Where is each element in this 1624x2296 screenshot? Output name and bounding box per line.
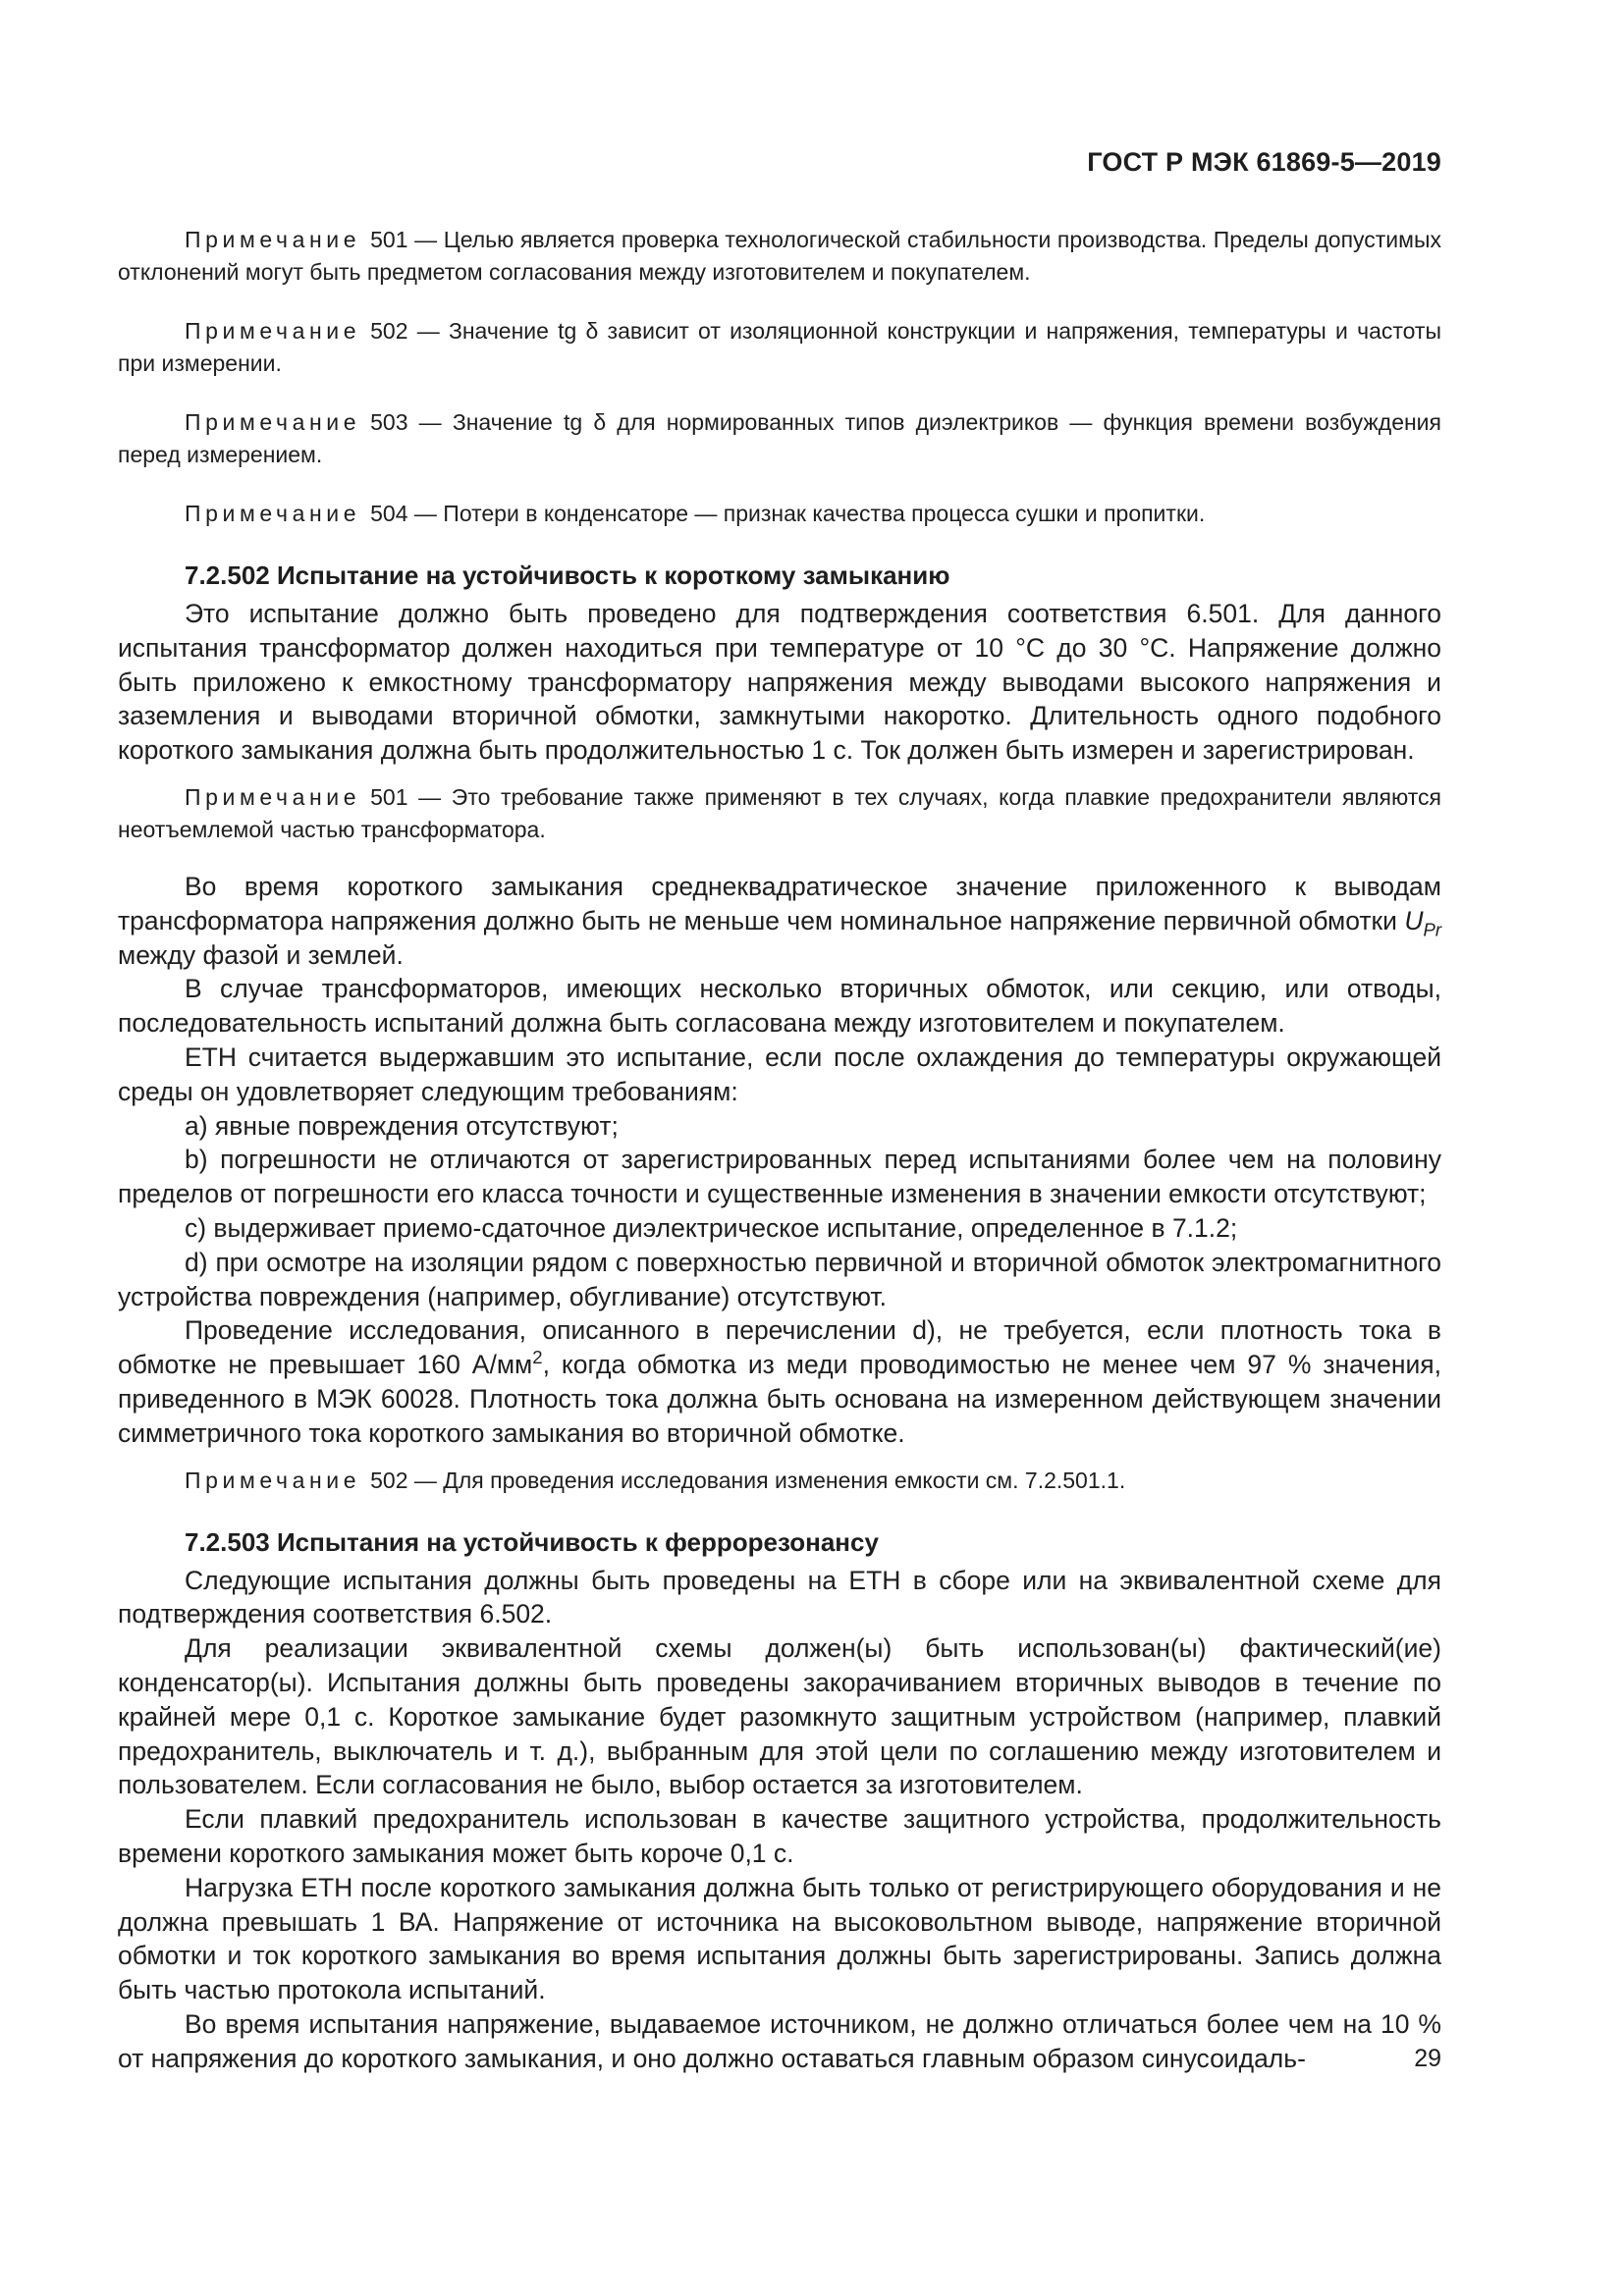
page-content [118,224,1441,2075]
voltage-symbol: U [1404,905,1424,935]
note-label: Примечание [185,227,361,252]
paragraph: Нагрузка ЕТН после короткого замыкания должна быть только от регистрирующего оборудования и не должна превышать 1 ВА. Напряжение от источника на высоковольтном выводе, напряжение вторичной обмотки и ток короткого замыкания во время испытания должны быть зарегистрированы. Запись должна быть частью протокола испытаний. [118,1872,1441,2005]
note-label: Примечание [185,1467,361,1493]
note-503 [118,406,1441,471]
list-item: c) выдерживает приемо-сдаточное диэлектрическое испытание, определенное в 7.1.2; [185,1212,1238,1243]
note-label: Примечание [185,409,361,435]
paragraph: Во время испытания напряжение, выдаваемое источником, не должно отличаться более чем на 10 % от напряжения до короткого замыкания, и оно должно оставаться главным образом синусоидаль- [118,2008,1441,2073]
list-item: а) явные повреждения отсутствуют; [185,1110,619,1141]
note-label: Примечание [185,501,361,526]
list-item: d) при осмотре на изоляции рядом с поверхностью первичной и вторичной обмоток электромагнитного устройства повреждения (например, обугливание) отсутствуют. [118,1247,1441,1311]
paragraph-current-density: Проведение исследования, описанного в перечислении d), не требуется, если плотность тока в обмотке не превышает 160 $А/мм^2$, когда обмотка из меди проводимостью не менее чем 97 % значения, приведенного в МЭК 60028. Плотность тока должна быть основана на измеренном действующем значении симметричного тока короткого замыкания во вторичной обмотке. [118,1315,1441,1448]
note-text: 501 — Целью является проверка технологической стабильности производства. Пределы допустимых отклонений могут быть предметом согласования между изготовителем и покупателем. [118,227,1441,285]
note-text: 501 — Это требование также применяют в тех случаях, когда плавкие предохранители являются неотъемлемой частью трансформатора. [118,783,1441,842]
paragraph: В случае трансформаторов, имеющих несколько вторичных обмоток, или секцию, или отводы, последовательность испытаний должна быть согласована между изготовителем и покупателем. [118,974,1441,1039]
note-text: 504 — Потери в конденсаторе — признак качества процесса сушки и пропитки. [370,501,1206,526]
note-text: 503 — Значение tg δ для нормированных типов диэлектриков — функция времени возбуждения перед измерением. [118,409,1441,467]
note-502 [118,315,1441,380]
note-text: 502 — Значение tg δ зависит от изоляционной конструкции и напряжения, температуры и частоты при измерении. [118,318,1441,376]
paragraph: Если плавкий предохранитель использован в качестве защитного устройства, продолжительность времени короткого замыкания может быть короче 0,1 с. [118,1804,1441,1868]
standard-code-header: ГОСТ Р МЭК 61869-5—2019 [1087,147,1441,177]
paragraph-voltage: Во время короткого замыкания среднеквадратическое значение приложенного к выводам трансформатора напряжения должно быть не меньше чем номинальное напряжение первичной обмотки $U_{Pr}$ между фазой и землей. [118,871,1441,970]
superscript: 2 [532,1347,543,1368]
page-number: 29 [1414,2045,1441,2072]
list-item: b) погрешности не отличаются от зарегистрированных перед испытаниями более чем на половину пределов от погрешности его класса точности и существенные изменения в значении емкости отсутствуют; [118,1145,1441,1209]
voltage-symbol-subscript: Pr [1423,919,1441,940]
note-501 [118,224,1441,289]
section-heading-7-2-502: 7.2.502 Испытание на устойчивость к короткому замыканию [185,561,950,590]
section-note-501 [118,781,1441,846]
note-label: Примечание [185,783,361,810]
section-heading-7-2-503: 7.2.503 Испытания на устойчивость к феррорезонансу [185,1526,879,1557]
paragraph: ЕТН считается выдержавшим это испытание, если после охлаждения до температуры окружающей среды он удовлетворяет следующим требованиям: [118,1041,1441,1106]
note-text: 502 — Для проведения исследования изменения емкости см. 7.2.501.1. [370,1467,1126,1493]
section-note-502 [118,1465,1441,1497]
paragraph: Для реализации эквивалентной схемы должен(ы) быть использован(ы) фактический(ие) конденсатор(ы). Испытания должны быть проведены закорачиванием вторичных выводов в течение по крайней мере 0,1 с. Короткое замыкание будет разомкнуто защитным устройством (например, плавкий предохранитель, выключатель и т. д.), выбранным для этой цели по соглашению между изготовителем и пользователем. Если согласования не было, выбор остается за изготовителем. [118,1633,1441,1800]
paragraph: Это испытание должно быть проведено для подтверждения соответствия 6.501. Для данного испытания трансформатор должен находиться при температуре от 10 °С до 30 °С. Напряжение должно быть приложено к емкостному трансформатору напряжения между выводами высокого напряжения и заземления и выводами вторичной обмотки, замкнутыми накоротко. Длительность одного подобного короткого замыкания должна быть продолжительностью 1 с. Ток должен быть измерен и зарегистрирован. [118,599,1441,766]
paragraph: Следующие испытания должны быть проведены на ЕТН в сборе или на эквивалентной схеме для подтверждения соответствия 6.502. [118,1565,1441,1629]
note-504 [118,498,1441,530]
note-label: Примечание [185,318,361,344]
